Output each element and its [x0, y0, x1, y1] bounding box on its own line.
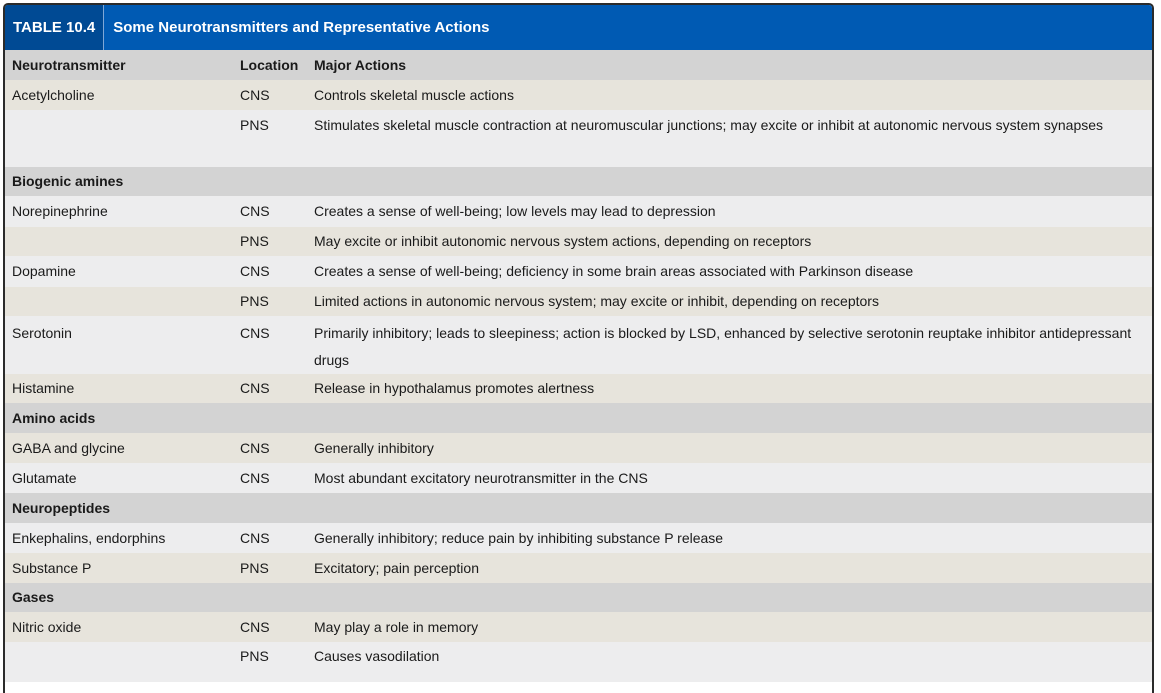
table-row: [5, 196, 1152, 227]
group-label: Neuropeptides: [12, 499, 111, 516]
table-row: [5, 463, 1152, 493]
location-cell: CNS: [240, 439, 270, 456]
location-cell: CNS: [240, 469, 270, 486]
action-cell: May play a role in memory: [314, 618, 479, 635]
location-cell: PNS: [240, 293, 269, 309]
group-label: Gases: [12, 589, 55, 605]
location-cell: CNS: [240, 325, 270, 341]
action-cell: Limited actions in autonomic nervous system; may excite or inhibit, depending on receptors: [314, 293, 879, 309]
action-cell: May excite or inhibit autonomic nervous system actions, depending on receptors: [314, 233, 812, 249]
table-row: [5, 642, 1152, 682]
header-row: [5, 50, 1152, 80]
location-cell: PNS: [240, 559, 269, 576]
location-cell: PNS: [240, 117, 269, 133]
group-label: Amino acids: [12, 409, 96, 426]
location-cell: CNS: [240, 618, 270, 635]
table-row: [5, 612, 1152, 642]
table-row: [5, 316, 1152, 374]
table-row: [5, 523, 1152, 553]
action-cell: Generally inhibitory: [314, 439, 434, 456]
action-cell: Primarily inhibitory; leads to sleepiness; action is blocked by LSD, enhanced by selective serotonin reuptake inhibitor antidepressant drugs: [314, 325, 1132, 368]
neurotransmitter-cell: Nitric oxide: [12, 618, 82, 635]
action-cell: Causes vasodilation: [314, 648, 440, 664]
table-row: [5, 553, 1152, 583]
neurotransmitter-cell: Histamine: [12, 380, 75, 396]
location-cell: CNS: [240, 203, 270, 219]
action-cell: Most abundant excitatory neurotransmitter in the CNS: [314, 469, 648, 486]
table-row: [5, 110, 1152, 167]
table-title-bar: [5, 5, 1152, 50]
action-cell: Creates a sense of well-being; low levels may lead to depression: [314, 203, 716, 219]
location-cell: CNS: [240, 380, 270, 396]
group-row: [5, 583, 1152, 612]
table-number: TABLE 10.4: [5, 5, 104, 50]
action-cell: Controls skeletal muscle actions: [314, 86, 514, 103]
action-cell: Creates a sense of well-being; deficiency in some brain areas associated with Parkinson disease: [314, 263, 914, 279]
table-row: [5, 256, 1152, 287]
table-row: [5, 227, 1152, 256]
group-row: [5, 403, 1152, 433]
neurotransmitter-cell: Acetylcholine: [12, 86, 95, 103]
group-label: Biogenic amines: [12, 173, 124, 189]
table-row: [5, 433, 1152, 463]
table-row: [5, 374, 1152, 403]
neurotransmitter-cell: GABA and glycine: [12, 439, 125, 456]
header-actions: Major Actions: [314, 56, 407, 73]
location-cell: CNS: [240, 529, 270, 546]
action-cell: Generally inhibitory; reduce pain by inhibiting substance P release: [314, 529, 724, 546]
table-row: [5, 80, 1152, 110]
action-cell: Stimulates skeletal muscle contraction at neuromuscular junctions; may excite or inhibit at autonomic nervous system synapses: [314, 117, 1104, 133]
neurotransmitter-cell: Enkephalins, endorphins: [12, 529, 166, 546]
neurotransmitter-cell: Serotonin: [12, 325, 72, 341]
table-frame: [3, 3, 1154, 693]
table-row: [5, 287, 1152, 316]
neurotransmitter-cell: Glutamate: [12, 469, 77, 486]
header-location: Location: [240, 56, 299, 73]
location-cell: PNS: [240, 648, 269, 664]
group-row: [5, 167, 1152, 196]
table-title: Some Neurotransmitters and Representative Actions: [113, 19, 490, 36]
action-cell: Release in hypothalamus promotes alertness: [314, 380, 595, 396]
location-cell: CNS: [240, 263, 270, 279]
neurotransmitter-cell: Norepinephrine: [12, 203, 108, 219]
header-neurotransmitter: Neurotransmitter: [12, 56, 126, 73]
neurotransmitter-cell: Substance P: [12, 559, 92, 576]
neurotransmitter-cell: Dopamine: [12, 263, 76, 279]
action-cell: Excitatory; pain perception: [314, 559, 479, 576]
group-row: [5, 493, 1152, 523]
location-cell: CNS: [240, 86, 270, 103]
location-cell: PNS: [240, 233, 269, 249]
